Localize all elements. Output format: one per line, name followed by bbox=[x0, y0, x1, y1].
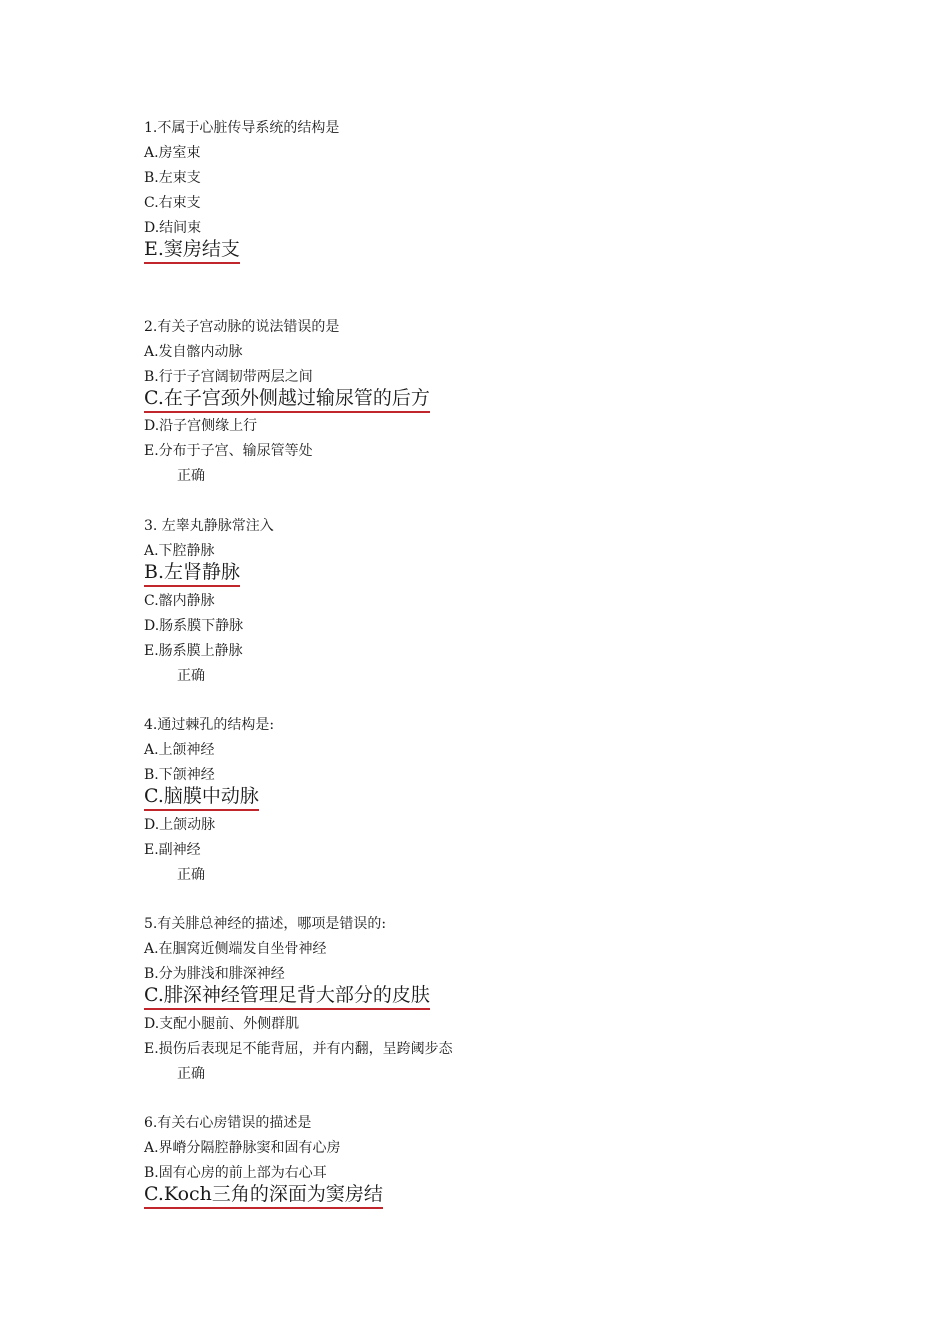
question-6-stem: 6.有关右心房错误的描述是 bbox=[144, 1115, 312, 1131]
question-5-option-e: E.损伤后表现足不能背屈，并有内翻，呈跨阈步态 bbox=[144, 1041, 453, 1057]
question-1-option-b: B.左束支 bbox=[144, 170, 201, 186]
question-6-option-a: A.界嵴分隔腔静脉窦和固有心房 bbox=[144, 1140, 341, 1156]
question-3-status: 正确 bbox=[177, 668, 205, 684]
question-5-stem: 5.有关腓总神经的描述，哪项是错误的: bbox=[144, 916, 387, 932]
question-4-option-d: D.上颌动脉 bbox=[144, 817, 216, 833]
question-1-option-a: A.房室束 bbox=[144, 145, 201, 161]
question-3-option-c: C.髂内静脉 bbox=[144, 593, 215, 609]
question-1-stem: 1.不属于心脏传导系统的结构是 bbox=[144, 120, 340, 136]
question-3-stem: 3. 左睾丸静脉常注入 bbox=[144, 518, 274, 534]
question-3-option-e: E.肠系膜上静脉 bbox=[144, 643, 243, 659]
question-5-status: 正确 bbox=[177, 1066, 205, 1082]
question-4-option-b: B.下颌神经 bbox=[144, 767, 215, 783]
question-5-option-b: B.分为腓浅和腓深神经 bbox=[144, 966, 285, 982]
question-5-option-d: D.支配小腿前、外侧群肌 bbox=[144, 1016, 300, 1032]
question-2-option-a: A.发自髂内动脉 bbox=[144, 344, 243, 360]
question-5-answer-option-c: C.腓深神经管理足背大部分的皮肤 bbox=[144, 983, 430, 1010]
question-2-stem: 2.有关子宫动脉的说法错误的是 bbox=[144, 319, 340, 335]
question-3-answer-option-b: B.左肾静脉 bbox=[144, 560, 240, 587]
question-4-answer-option-c: C.脑膜中动脉 bbox=[144, 784, 259, 811]
question-6-answer-option-c: C.Koch三角的深面为窦房结 bbox=[144, 1182, 383, 1209]
question-2-status: 正确 bbox=[177, 468, 205, 484]
question-6-option-b: B.固有心房的前上部为右心耳 bbox=[144, 1165, 327, 1181]
question-4-option-e: E.副神经 bbox=[144, 842, 201, 858]
question-3-option-a: A.下腔静脉 bbox=[144, 543, 215, 559]
question-1-option-d: D.结间束 bbox=[144, 220, 202, 236]
question-1-answer-option-e: E.窦房结支 bbox=[144, 237, 240, 264]
question-2-option-b: B.行于子宫阔韧带两层之间 bbox=[144, 369, 313, 385]
question-4-status: 正确 bbox=[177, 867, 205, 883]
question-2-option-d: D.沿子宫侧缘上行 bbox=[144, 418, 258, 434]
question-2-answer-option-c: C.在子宫颈外侧越过输尿管的后方 bbox=[144, 386, 430, 413]
question-3-option-d: D.肠系膜下静脉 bbox=[144, 618, 244, 634]
question-4-option-a: A.上颌神经 bbox=[144, 742, 215, 758]
question-5-option-a: A.在腘窝近侧端发自坐骨神经 bbox=[144, 941, 327, 957]
question-2-option-e: E.分布于子宫、输尿管等处 bbox=[144, 443, 313, 459]
question-1-option-c: C.右束支 bbox=[144, 195, 201, 211]
question-4-stem: 4.通过棘孔的结构是: bbox=[144, 717, 275, 733]
